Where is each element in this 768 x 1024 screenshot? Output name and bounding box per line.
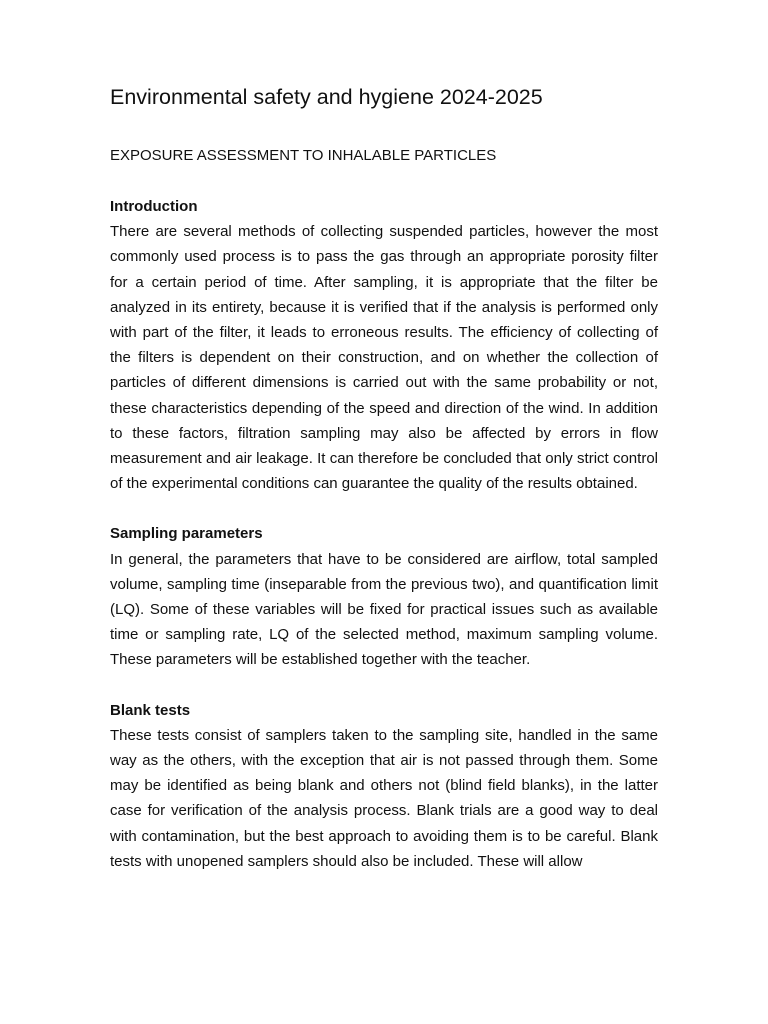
section-body-sampling-parameters: In general, the parameters that have to be considered are airflow, total sampled volume, sampling time (inseparable from the previous two), and quantification limit (LQ). Some of these variables will be fixed for practical issues such as available time or sampling rate, LQ of the selected method, maximum sampling volume. These parameters will be established together with the teacher. — [110, 550, 658, 669]
section-heading-blank-tests: Blank tests — [110, 701, 191, 719]
document-subtitle: EXPOSURE ASSESSMENT TO INHALABLE PARTICLES — [110, 147, 497, 164]
section-blank-tests — [110, 698, 658, 874]
section-body-introduction: There are several methods of collecting suspended particles, however the most commonly used process is to pass the gas through an appropriate porosity filter for a certain period of time. After sampling, it is appropriate that the filter be analyzed in its entirety, because it is verified that if the analysis is performed only with part of the filter, it leads to erroneous results. The efficiency of collecting of the filters is dependent on their construction, and on whether the collection of particles of different dimensions is carried out with the same probability or not, these characteristics depending of the speed and direction of the wind. In addition to these factors, filtration sampling may also be affected by errors in flow measurement and air leakage. It can therefore be concluded that only strict control of the experimental conditions can guarantee the quality of the results obtained. — [110, 223, 658, 493]
section-heading-introduction: Introduction — [110, 198, 198, 215]
section-body-blank-tests: These tests consist of samplers taken to the sampling site, handled in the same way as the others, with the exception that air is not passed through them. Some may be identified as being blank and others not (blind field blanks), in the latter case for verification of the analysis process. Blank trials are a good way to deal with contamination, but the best approach to avoiding them is to be careful. Blank tests with unopened samplers should also be included. These will allow — [110, 726, 658, 870]
section-introduction — [110, 194, 658, 496]
document-content — [110, 82, 658, 874]
section-heading-sampling-parameters: Sampling parameters — [110, 525, 263, 543]
document-title: Environmental safety and hygiene 2024-2025 — [110, 85, 543, 109]
section-sampling-parameters — [110, 521, 658, 672]
